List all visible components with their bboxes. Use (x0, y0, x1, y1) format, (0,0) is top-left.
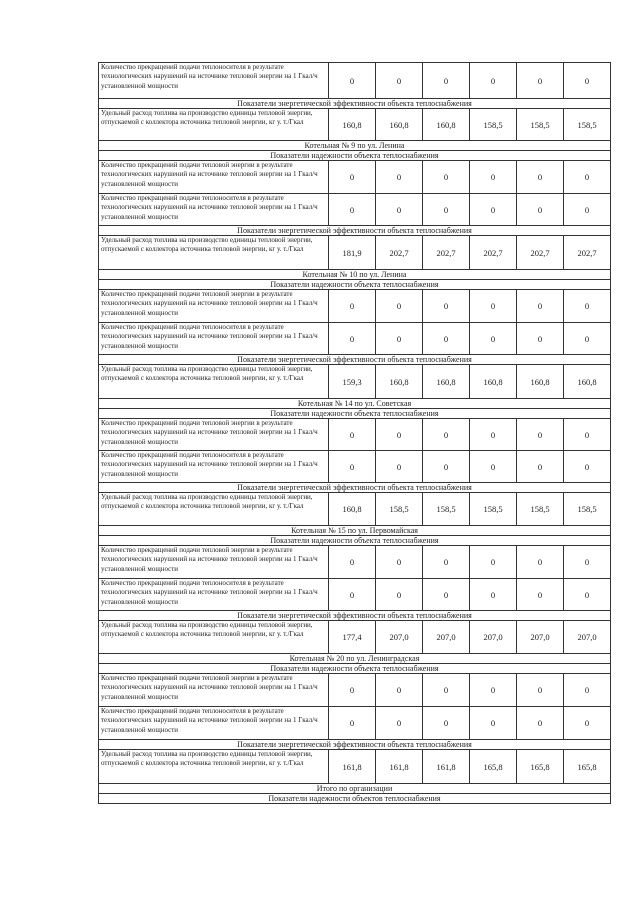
indicator-description: Количество прекращений подачи теплоносителя в результате технологических нарушений на источнике тепловой энергии на 1 Гкал/ч установленной мощности (99, 707, 329, 740)
indicator-value: 160,8 (376, 109, 423, 141)
indicator-value: 161,8 (376, 750, 423, 784)
section-header: Показатели энергетической эффективности объекта теплоснабжения (99, 99, 611, 109)
indicator-value: 161,8 (329, 750, 376, 784)
indicator-row (99, 290, 611, 323)
section-header-row (99, 664, 611, 674)
section-header-row (99, 280, 611, 290)
indicator-value: 0 (517, 290, 564, 323)
indicator-value: 207,0 (470, 621, 517, 654)
section-header: Показатели энергетической эффективности объекта теплоснабжения (99, 355, 611, 365)
indicator-row (99, 493, 611, 526)
indicator-value: 0 (470, 419, 517, 451)
indicator-value: 0 (423, 419, 470, 451)
indicator-value: 0 (423, 290, 470, 323)
indicator-value: 0 (517, 546, 564, 579)
section-header-row (99, 784, 611, 794)
section-header: Котельная № 14 по ул. Советская (99, 399, 611, 409)
indicator-value: 0 (329, 546, 376, 579)
section-header-row (99, 270, 611, 280)
section-header-row (99, 536, 611, 546)
indicator-value: 177,4 (329, 621, 376, 654)
indicator-value: 207,0 (376, 621, 423, 654)
indicator-value: 0 (423, 707, 470, 740)
section-header: Котельная № 15 по ул. Первомайская (99, 526, 611, 536)
indicator-value: 0 (564, 63, 611, 99)
section-header-row (99, 483, 611, 493)
section-header-row (99, 226, 611, 236)
section-header-row (99, 99, 611, 109)
indicator-value: 0 (329, 419, 376, 451)
section-header: Показатели надежности объекта теплоснабжения (99, 409, 611, 419)
indicator-value: 207,0 (517, 621, 564, 654)
indicator-value: 158,5 (423, 493, 470, 526)
indicator-description: Удельный расход топлива на производство единицы тепловой энергии, отпускаемой с коллектора источника тепловой энергии, кг у. т./Гкал (99, 621, 329, 654)
section-header: Показатели надежности объекта теплоснабжения (99, 151, 611, 161)
section-header-row (99, 654, 611, 664)
indicator-value: 0 (423, 674, 470, 707)
section-header-row (99, 740, 611, 750)
indicator-description: Удельный расход топлива на производство единицы тепловой энергии, отпускаемой с коллектора источника тепловой энергии, кг у. т./Гкал (99, 365, 329, 399)
indicator-value: 0 (470, 63, 517, 99)
indicator-value: 0 (329, 451, 376, 483)
indicator-value: 160,8 (376, 365, 423, 399)
section-header: Итого по организации (99, 784, 611, 794)
table-body (99, 63, 611, 804)
indicator-value: 0 (423, 161, 470, 194)
indicator-value: 158,5 (564, 493, 611, 526)
indicator-value: 160,8 (564, 365, 611, 399)
indicator-value: 0 (564, 451, 611, 483)
indicator-value: 160,8 (329, 493, 376, 526)
indicator-description: Удельный расход топлива на производство единицы тепловой энергии, отпускаемой с коллектора источника тепловой энергии, кг у. т./Гкал (99, 750, 329, 784)
indicator-value: 0 (564, 707, 611, 740)
section-header: Котельная № 20 по ул. Ленинградская (99, 654, 611, 664)
indicator-value: 0 (376, 194, 423, 226)
indicator-value: 0 (329, 194, 376, 226)
indicator-value: 165,8 (564, 750, 611, 784)
indicator-row (99, 365, 611, 399)
indicator-value: 0 (517, 194, 564, 226)
indicator-description: Удельный расход топлива на производство единицы тепловой энергии, отпускаемой с коллектора источника тепловой энергии, кг у. т./Гкал (99, 109, 329, 141)
indicator-value: 0 (517, 323, 564, 355)
indicator-value: 0 (470, 323, 517, 355)
indicator-value: 0 (423, 546, 470, 579)
indicator-value: 0 (517, 161, 564, 194)
indicator-value: 158,5 (470, 493, 517, 526)
indicator-value: 0 (329, 674, 376, 707)
indicator-value: 0 (517, 579, 564, 611)
section-header: Показатели энергетической эффективности объекта теплоснабжения (99, 740, 611, 750)
indicator-description: Количество прекращений подачи тепловой энергии в результате технологических нарушений на источнике тепловой энергии на 1 Гкал/ч установленной мощности (99, 161, 329, 194)
indicator-description: Количество прекращений подачи теплоносителя в результате технологических нарушений на источнике тепловой энергии на 1 Гкал/ч установленной мощности (99, 579, 329, 611)
indicator-row (99, 579, 611, 611)
indicator-description: Количество прекращений подачи теплоносителя в результате технологических нарушений на источнике тепловой энергии на 1 Гкал/ч установленной мощности (99, 63, 329, 99)
indicator-value: 0 (329, 63, 376, 99)
indicator-value: 0 (376, 63, 423, 99)
indicator-value: 202,7 (423, 236, 470, 270)
indicator-value: 0 (564, 161, 611, 194)
indicator-value: 0 (423, 323, 470, 355)
indicator-value: 202,7 (564, 236, 611, 270)
section-header-row (99, 611, 611, 621)
indicator-value: 158,5 (564, 109, 611, 141)
indicator-value: 207,0 (423, 621, 470, 654)
indicator-row (99, 109, 611, 141)
indicator-value: 161,8 (423, 750, 470, 784)
indicator-value: 0 (517, 451, 564, 483)
indicator-value: 0 (376, 419, 423, 451)
indicator-row (99, 194, 611, 226)
indicator-row (99, 707, 611, 740)
indicator-value: 158,5 (517, 493, 564, 526)
indicator-value: 0 (376, 290, 423, 323)
indicator-value: 0 (376, 707, 423, 740)
indicator-value: 158,5 (517, 109, 564, 141)
indicator-description: Количество прекращений подачи тепловой энергии в результате технологических нарушений на источнике тепловой энергии на 1 Гкал/ч установленной мощности (99, 290, 329, 323)
section-header: Котельная № 9 по ул. Ленина (99, 141, 611, 151)
section-header-row (99, 409, 611, 419)
indicator-value: 160,8 (517, 365, 564, 399)
indicator-description: Удельный расход топлива на производство единицы тепловой энергии, отпускаемой с коллектора источника тепловой энергии, кг у. т./Гкал (99, 493, 329, 526)
indicator-value: 0 (376, 451, 423, 483)
section-header-row (99, 399, 611, 409)
indicator-row (99, 674, 611, 707)
section-header: Показатели надежности объекта теплоснабжения (99, 536, 611, 546)
section-header: Показатели энергетической эффективности объекта теплоснабжения (99, 611, 611, 621)
indicator-row (99, 451, 611, 483)
indicator-value: 165,8 (470, 750, 517, 784)
section-header: Показатели надежности объекта теплоснабжения (99, 664, 611, 674)
indicator-value: 0 (376, 546, 423, 579)
section-header: Показатели надежности объектов теплоснабжения (99, 794, 611, 804)
indicator-value: 0 (470, 546, 517, 579)
indicator-value: 0 (517, 63, 564, 99)
indicator-value: 202,7 (376, 236, 423, 270)
indicator-value: 0 (470, 161, 517, 194)
indicator-value: 0 (564, 579, 611, 611)
section-header-row (99, 141, 611, 151)
indicator-row (99, 750, 611, 784)
indicator-value: 207,0 (564, 621, 611, 654)
section-header: Показатели надежности объекта теплоснабжения (99, 280, 611, 290)
indicator-value: 0 (470, 451, 517, 483)
section-header-row (99, 151, 611, 161)
indicator-value: 0 (423, 63, 470, 99)
indicator-value: 158,5 (376, 493, 423, 526)
indicator-value: 0 (423, 579, 470, 611)
indicator-value: 0 (517, 707, 564, 740)
indicator-value: 0 (564, 194, 611, 226)
indicator-value: 0 (470, 707, 517, 740)
indicator-value: 0 (423, 194, 470, 226)
indicator-value: 160,8 (329, 109, 376, 141)
indicator-value: 0 (564, 290, 611, 323)
indicator-value: 0 (329, 161, 376, 194)
indicator-value: 159,3 (329, 365, 376, 399)
indicator-row (99, 419, 611, 451)
indicator-value: 0 (517, 419, 564, 451)
indicator-row (99, 323, 611, 355)
indicator-description: Количество прекращений подачи теплоносителя в результате технологических нарушений на источнике тепловой энергии на 1 Гкал/ч установленной мощности (99, 194, 329, 226)
indicators-table (98, 62, 611, 804)
section-header-row (99, 794, 611, 804)
indicator-value: 202,7 (517, 236, 564, 270)
indicator-row (99, 63, 611, 99)
indicator-value: 0 (329, 323, 376, 355)
indicator-row (99, 546, 611, 579)
indicator-value: 0 (376, 323, 423, 355)
indicator-value: 0 (564, 674, 611, 707)
indicator-value: 0 (423, 451, 470, 483)
indicator-value: 0 (376, 161, 423, 194)
indicator-description: Количество прекращений подачи теплоносителя в результате технологических нарушений на источнике тепловой энергии на 1 Гкал/ч установленной мощности (99, 451, 329, 483)
indicator-value: 202,7 (470, 236, 517, 270)
indicator-value: 0 (376, 674, 423, 707)
indicator-description: Количество прекращений подачи теплоносителя в результате технологических нарушений на источнике тепловой энергии на 1 Гкал/ч установленной мощности (99, 323, 329, 355)
indicator-value: 0 (564, 546, 611, 579)
section-header: Показатели энергетической эффективности объекта теплоснабжения (99, 226, 611, 236)
indicator-description: Количество прекращений подачи тепловой энергии в результате технологических нарушений на источнике тепловой энергии на 1 Гкал/ч установленной мощности (99, 419, 329, 451)
indicator-description: Удельный расход топлива на производство единицы тепловой энергии, отпускаемой с коллектора источника тепловой энергии, кг у. т./Гкал (99, 236, 329, 270)
indicator-value: 0 (564, 323, 611, 355)
indicator-description: Количество прекращений подачи тепловой энергии в результате технологических нарушений на источнике тепловой энергии на 1 Гкал/ч установленной мощности (99, 674, 329, 707)
indicator-value: 160,8 (423, 365, 470, 399)
indicator-value: 0 (470, 579, 517, 611)
indicator-value: 0 (517, 674, 564, 707)
indicator-value: 0 (470, 194, 517, 226)
indicator-value: 160,8 (423, 109, 470, 141)
indicator-value: 0 (329, 579, 376, 611)
indicator-value: 0 (470, 290, 517, 323)
indicator-value: 0 (470, 674, 517, 707)
indicator-value: 165,8 (517, 750, 564, 784)
indicator-row (99, 621, 611, 654)
indicator-description: Количество прекращений подачи тепловой энергии в результате технологических нарушений на источнике тепловой энергии на 1 Гкал/ч установленной мощности (99, 546, 329, 579)
indicator-value: 0 (329, 290, 376, 323)
section-header-row (99, 355, 611, 365)
indicator-row (99, 161, 611, 194)
indicator-value: 160,8 (470, 365, 517, 399)
indicator-value: 181,9 (329, 236, 376, 270)
section-header: Показатели энергетической эффективности объекта теплоснабжения (99, 483, 611, 493)
indicator-value: 0 (329, 707, 376, 740)
section-header: Котельная № 10 по ул. Ленина (99, 270, 611, 280)
indicator-value: 158,5 (470, 109, 517, 141)
indicator-row (99, 236, 611, 270)
indicator-value: 0 (564, 419, 611, 451)
indicator-value: 0 (376, 579, 423, 611)
section-header-row (99, 526, 611, 536)
